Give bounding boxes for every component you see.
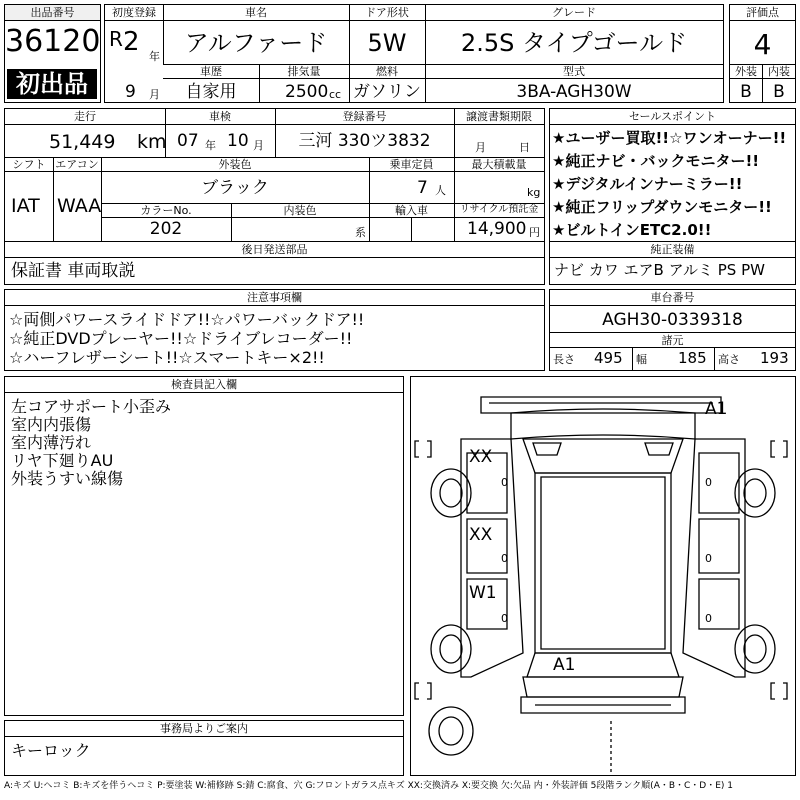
spare-tire (429, 707, 473, 755)
score-label: 評価点 (746, 6, 779, 19)
history-label: 車歴 (200, 65, 222, 78)
grade-label: グレード (552, 6, 596, 19)
lot-box (4, 4, 101, 103)
damage-diagram (410, 376, 796, 776)
sales-label: セールスポイント (628, 110, 716, 123)
zero-mark: 0 (501, 612, 508, 625)
era-year: 2 (123, 27, 140, 57)
fuel-label: 燃料 (376, 65, 398, 78)
inspection-month: 10 (227, 131, 249, 151)
import-label: 輸入車 (395, 204, 428, 217)
lot-no-label: 出品番号 (5, 5, 100, 21)
later-docs-label: 後日発送部品 (241, 243, 308, 256)
disp-unit: cc (329, 88, 342, 101)
damage-a1-rear: A1 (553, 655, 576, 675)
recycle-unit: 円 (529, 226, 540, 239)
inspector-item: 室内内張傷 (11, 415, 92, 434)
equipment-label: 純正装備 (650, 243, 695, 256)
legend: A:キズ U:ヘコミ B:キズを伴うヘコミ P:要塗装 W:補修跡 S:錆 C:腐食、穴 G:フロントガラス点キズ XX:交換済み X:要交換 欠:欠品 内・外装評価 5段階ランク順(A・B・C・D・E) 1 (4, 781, 734, 791)
later-docs-value: 保証書 車両取説 (11, 261, 136, 281)
car-name: アルファード (184, 29, 328, 57)
sales-item: ★デジタルインナーミラー!! (552, 175, 743, 193)
zero-mark: 0 (501, 552, 508, 565)
inspector-item: 室内薄汚れ (11, 433, 92, 452)
color-number: 202 (149, 219, 183, 239)
capacity-unit: 人 (435, 184, 446, 197)
damage-a1-front: A1 (705, 399, 728, 419)
damage-xx-front-door: XX (469, 447, 493, 467)
color-label: 外装色 (218, 158, 252, 171)
sales-item: ★純正ナビ・バックモニター!! (552, 152, 760, 170)
lot-no: 36120 (5, 24, 101, 59)
model-label: 型式 (563, 65, 585, 78)
capacity-label: 乗車定員 (389, 158, 434, 171)
note-item: ☆ハーフレザーシート!!☆スマートキー×2!! (9, 348, 325, 367)
shift-label: シフト (12, 158, 46, 171)
door-type: 5W (367, 29, 407, 57)
first-reg-label: 初度登録 (112, 6, 156, 19)
office-value: キーロック (11, 741, 91, 760)
car-outline-diagram (411, 377, 795, 775)
width: 185 (678, 349, 707, 367)
windshield-outline (523, 439, 683, 473)
office-box (4, 720, 404, 776)
inspector-item: リヤ下廻りAU (11, 451, 114, 470)
int-color-unit: 系 (355, 226, 366, 239)
zero-mark: 0 (705, 552, 712, 565)
mileage-unit: km (137, 131, 167, 153)
front-left-tire (431, 469, 471, 517)
shift: IAT (11, 195, 40, 217)
chassis-label: 車台番号 (650, 291, 695, 304)
height: 193 (760, 349, 789, 367)
vehicle-info-grid (4, 108, 545, 285)
length-label: 長さ (553, 353, 575, 366)
chassis-box (549, 289, 796, 371)
sales-points-box (549, 108, 796, 285)
ext-grade: B (740, 82, 752, 102)
mileage: 51,449 (49, 131, 116, 153)
front-right-tire (735, 469, 775, 517)
displacement: 2500 (285, 82, 329, 102)
load-label: 最大積載量 (471, 158, 527, 171)
dims-label: 諸元 (661, 334, 684, 347)
aircon-label: エアコン (55, 158, 99, 171)
notes-label: 注意事項欄 (247, 291, 302, 304)
equipment-value: ナビ カワ エアB アルミ PS PW (554, 261, 765, 279)
plate-number: 三河 330ツ3832 (298, 131, 431, 151)
score-box (729, 4, 796, 103)
zero-mark: 0 (705, 476, 712, 489)
month-unit: 月 (149, 88, 160, 101)
width-label: 幅 (636, 353, 647, 366)
disp-label: 排気量 (287, 65, 321, 78)
fuel: ガソリン (353, 82, 421, 102)
door-label: ドア形状 (365, 6, 409, 19)
inspection-label: 車検 (209, 110, 231, 123)
zero-mark: 0 (501, 476, 508, 489)
tailgate-outline (523, 677, 683, 697)
sales-item: ★純正フリップダウンモニター!! (552, 198, 772, 216)
height-label: 高さ (718, 353, 740, 366)
rear-right-tire (735, 625, 775, 673)
capacity: 7 (417, 178, 428, 198)
office-label: 事務局よりご案内 (160, 722, 248, 735)
recycle-fee: 14,900 (467, 219, 527, 239)
transfer-label: 譲渡書類期限 (466, 110, 532, 123)
sales-item: ★ビルトインETC2.0!! (552, 221, 712, 239)
grade: 2.5S タイプゴールド (460, 29, 688, 57)
inspector-label: 検査員記入欄 (171, 378, 237, 391)
transfer-day: 日 (519, 141, 530, 154)
chassis-number: AGH30-0339318 (602, 310, 743, 330)
int-color-label: 内装色 (283, 204, 317, 217)
color-no-label: カラーNo. (140, 204, 192, 217)
sales-item: ★ユーザー買取!!☆ワンオーナー!! (552, 129, 787, 147)
score: 4 (753, 28, 772, 61)
front-bumper-outline (481, 397, 721, 413)
roof-outline (535, 473, 671, 653)
ext-label: 外装 (735, 65, 757, 78)
year-unit: 年 (149, 50, 160, 63)
exterior-color: ブラック (201, 178, 269, 198)
int-grade: B (773, 82, 785, 102)
rear-left-tire (431, 625, 471, 673)
inspector-item: 左コアサポート小歪み (11, 397, 172, 416)
inspector-box (4, 376, 404, 716)
first-listing-badge: 初出品 (7, 69, 97, 99)
inspector-item: 外装うすい線傷 (11, 469, 124, 488)
notes-box (4, 289, 545, 371)
damage-xx-rear-door: XX (469, 525, 493, 545)
rear-window-outline (527, 653, 679, 677)
transfer-month: 月 (475, 141, 486, 154)
aircon: WAA (57, 195, 102, 217)
top-header-grid (104, 4, 724, 103)
model-code: 3BA-AGH30W (516, 82, 632, 102)
inspection-year-unit: 年 (205, 139, 216, 152)
era-label: R (109, 27, 123, 51)
first-reg-month: 9 (125, 82, 136, 102)
int-label: 内装 (768, 65, 790, 78)
zero-mark: 0 (705, 612, 712, 625)
mileage-label: 走行 (74, 110, 96, 123)
recycle-label: リサイクル預託金 (459, 204, 539, 215)
length: 495 (594, 349, 623, 367)
note-item: ☆純正DVDプレーヤー!!☆ドライブレコーダー!! (9, 329, 353, 348)
history: 自家用 (185, 82, 237, 102)
note-item: ☆両側パワースライドドア!!☆パワーバックドア!! (9, 310, 365, 329)
damage-w1-quarter: W1 (469, 583, 497, 603)
inspection-year: 07 (177, 131, 199, 151)
load-unit: kg (527, 186, 541, 199)
inspection-month-unit: 月 (253, 139, 264, 152)
car-name-label: 車名 (245, 6, 267, 19)
plate-label: 登録番号 (342, 110, 387, 123)
